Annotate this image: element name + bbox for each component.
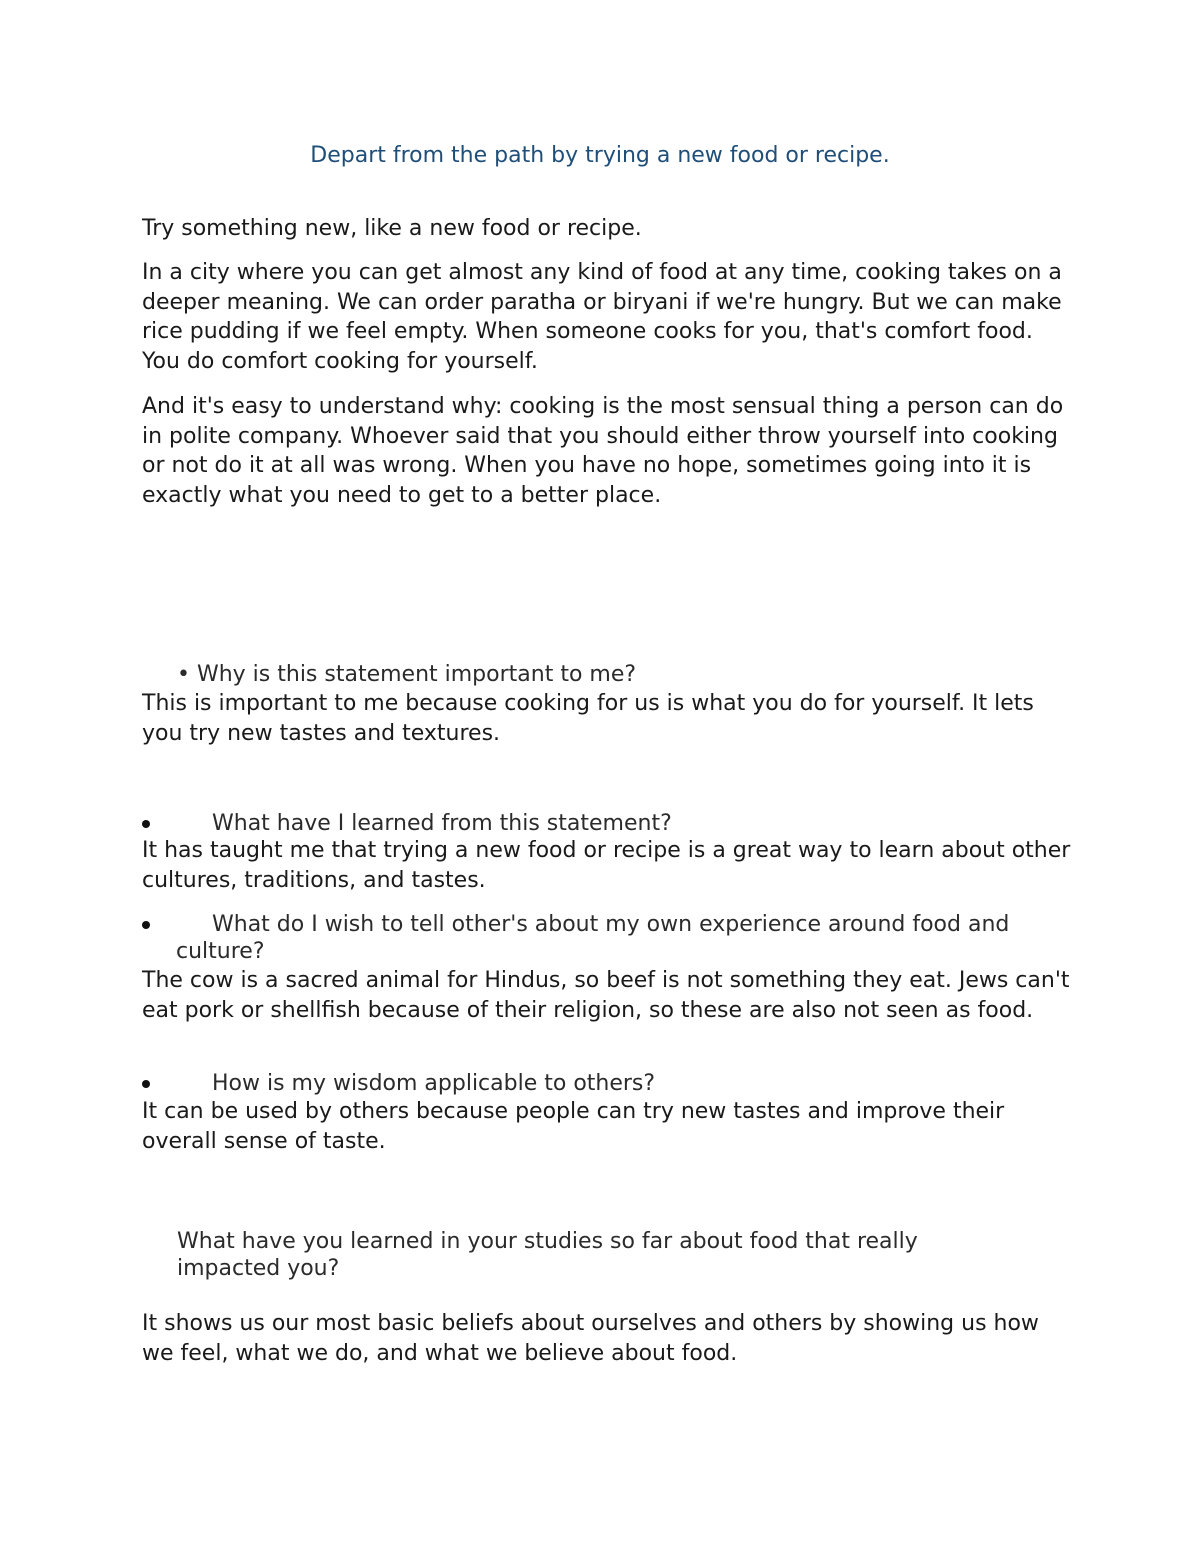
body-paragraph-2: And it's easy to understand why: cooking is the most sensual thing a person can do in polite company. Whoever said that you should either throw yourself into cooking or not do it at all was wrong. When you have no hope, sometimes going into it is exactly what you need to get to a better place.: [142, 394, 1064, 508]
question-4: How is my wisdom applicable to others?: [212, 1071, 656, 1096]
bullet-3: [142, 921, 150, 929]
document-title: Depart from the path by trying a new food or recipe.: [310, 143, 890, 168]
intro-paragraph: Try something new, like a new food or recipe.: [142, 216, 642, 241]
body-paragraph-1: In a city where you can get almost any kind of food at any time, cooking takes on a deeper meaning. We can order paratha or biryani if we're hungry. But we can make rice pudding if we feel empty. When someone cooks for you, that's comfort food. You do comfort cooking for yourself.: [142, 260, 1062, 374]
answer-3: The cow is a sacred animal for Hindus, so beef is not something they eat. Jews can't eat pork or shellfish because of their religion, so these are also not seen as food.: [142, 968, 1070, 1023]
answer-4: It can be used by others because people can try new tastes and improve their overall sense of taste.: [142, 1099, 1005, 1154]
answer-5: It shows us our most basic beliefs about ourselves and others by showing us how we feel, what we do, and what we believe about food.: [142, 1311, 1039, 1366]
question-5: What have you learned in your studies so far about food that really impacted you?: [177, 1229, 918, 1281]
question-3: What do I wish to tell other's about my own experience around food and culture?: [176, 912, 1010, 964]
bullet-2: [142, 820, 150, 828]
question-1: • Why is this statement important to me?: [177, 662, 637, 687]
answer-2: It has taught me that trying a new food or recipe is a great way to learn about other cultures, traditions, and tastes.: [142, 838, 1071, 893]
bullet-4: [142, 1080, 150, 1088]
answer-1: This is important to me because cooking for us is what you do for yourself. It lets you try new tastes and textures.: [142, 691, 1034, 746]
question-2: What have I learned from this statement?: [212, 811, 672, 836]
